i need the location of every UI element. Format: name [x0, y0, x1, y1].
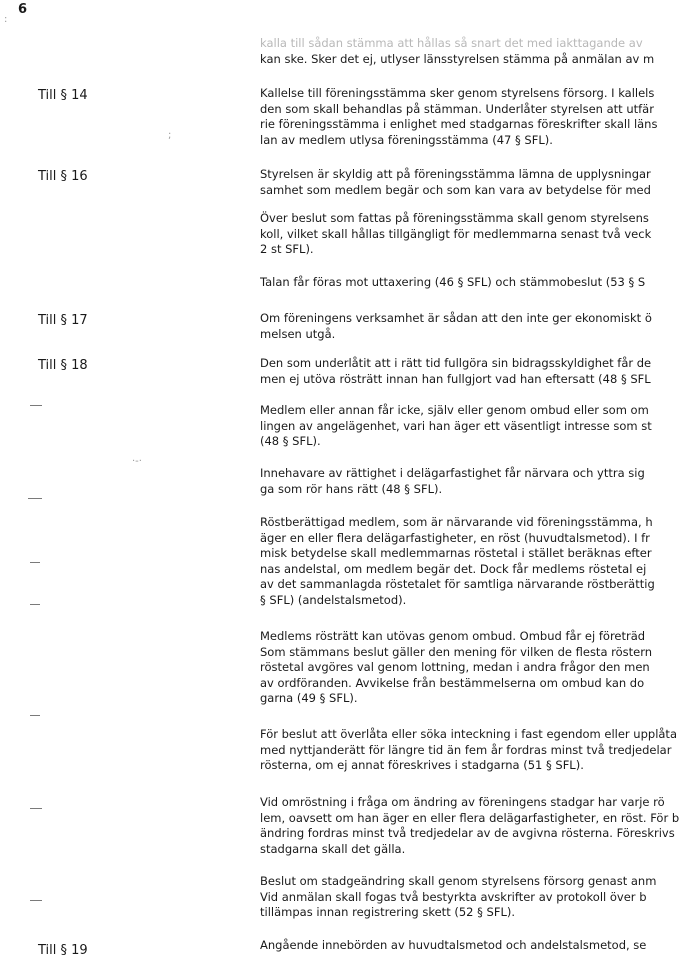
margin-label-section-14: Till § 14 [38, 88, 88, 103]
paragraph-rostratt [260, 515, 680, 608]
text-line: men ej utöva rösträtt innan han fullgjort vad han eftersatt (48 § SFL [260, 371, 651, 386]
text-line: § SFL) (andelstalsmetod). [260, 592, 407, 607]
text-line: samhet som medlem begär och som kan vara av betydelse för med [260, 182, 651, 197]
paragraph-upplysningar [260, 167, 680, 198]
margin-label-section-18: Till § 18 [38, 358, 88, 373]
paragraph-registrering [260, 874, 680, 921]
scan-mark [30, 900, 42, 901]
text-line: ga som rör hans rätt (48 § SFL). [260, 481, 443, 496]
scan-mark [30, 562, 40, 563]
paragraph-huvudtalsmetod [260, 938, 680, 954]
text-line: lan av medlem utlysa föreningsstämma (47 § SFL). [260, 132, 553, 147]
text-line: Över beslut som fattas på föreningsstämma skall genom styrelsens [260, 211, 649, 225]
text-line: lem, oavsett om han äger en eller flera delägarfastigheter, en röst. För b [260, 810, 680, 825]
text-line: Som stämmans beslut gäller den mening för vilken de flesta röstern [260, 644, 653, 659]
text-line: Styrelsen är skyldig att på föreningsstämma lämna de upplysningar [260, 167, 651, 181]
scan-mark [28, 498, 42, 499]
scan-mark [30, 405, 42, 406]
text-line: Kallelse till föreningsstämma sker genom styrelsens försorg. I kallels [260, 86, 655, 100]
text-line: 2 st SFL). [260, 242, 314, 256]
paragraph-talan [260, 275, 680, 291]
paragraph-ombud [260, 629, 680, 707]
paragraph-kallelse [260, 86, 680, 148]
text-line: misk betydelse skall medlemmarnas röstetal i stället beräknas efter [260, 546, 652, 560]
paragraph-protokoll [260, 211, 680, 258]
scan-mark [30, 808, 42, 809]
text-line: rie föreningsstämma i enlighet med stadgarnas föreskrifter skall läns [260, 117, 658, 131]
scan-mark [30, 604, 40, 605]
text-line: med nyttjanderätt för längre tid än fem år fordras minst två tredjedelar [260, 742, 672, 757]
text-line: Innehavare av rättighet i delägarfastighet får närvara och yttra sig [260, 466, 645, 480]
text-line: Om föreningens verksamhet är sådan att den inte ger ekonomiskt ö [260, 311, 652, 325]
text-line: Beslut om stadgeändring skall genom styrelsens försorg genast anm [260, 874, 657, 888]
text-line: äger en eller flera delägarfastigheter, en röst (huvudtalsmetod). I fr [260, 530, 650, 545]
text-line: av det sammanlagda röstetalet för samtliga närvarande röstberättig [260, 577, 655, 591]
scan-mark: : [4, 14, 8, 25]
text-line: melsen utgå. [260, 326, 336, 341]
text-line: rösterna, om ej annat föreskrives i stadgarna (51 § SFL). [260, 758, 584, 772]
paragraph-stadgeandring [260, 795, 680, 857]
text-line: tillämpas innan registrering skett (52 § SFL). [260, 905, 515, 919]
text-line: garna (49 § SFL). [260, 691, 358, 705]
paragraph-fast-egendom [260, 727, 680, 774]
text-line: (48 § SFL). [260, 434, 321, 448]
paragraph-stamma-utlysning [260, 36, 680, 67]
text-line: lingen av angelägenhet, vari han äger ett väsentligt intresse som st [260, 418, 652, 433]
text-line: Angående innebörden av huvudtalsmetod och andelstalsmetod, se [260, 938, 647, 952]
text-line: Den som underlåtit att i rätt tid fullgöra sin bidragsskyldighet får de [260, 356, 652, 370]
paragraph-rattighetshavare [260, 466, 680, 497]
scan-mark: ; [168, 130, 172, 141]
text-line: kalla till sådan stämma att hållas så snart det med iakttagande av [260, 36, 643, 50]
paragraph-jav [260, 403, 680, 450]
page-number: 6 [18, 2, 28, 17]
text-line: den som skall behandlas på stämman. Underlåter styrelsen att utfär [260, 101, 654, 116]
text-line: Medlems rösträtt kan utövas genom ombud. Ombud får ej företräd [260, 629, 646, 643]
text-line: Talan får föras mot uttaxering (46 § SFL) och stämmobeslut (53 § S [260, 275, 646, 289]
text-line: ändring fordras minst två tredjedelar av de avgivna rösterna. Föreskrivs [260, 826, 675, 840]
margin-label-section-17: Till § 17 [38, 313, 88, 328]
text-line: Röstberättigad medlem, som är närvarande vid föreningsstämma, h [260, 515, 653, 529]
text-line: Vid anmälan skall fogas två bestyrkta avskrifter av protokoll över b [260, 889, 647, 904]
margin-label-section-19: Till § 19 [38, 943, 88, 958]
scan-mark: ·-· [132, 456, 142, 467]
text-line: stadgarna skall det gälla. [260, 841, 406, 856]
text-line: koll, vilket skall hållas tillgängligt för medlemmarna senast två veck [260, 226, 652, 241]
text-line: Vid omröstning i fråga om ändring av föreningens stadgar har varje rö [260, 795, 665, 809]
text-line: För beslut att överlåta eller söka inteckning i fast egendom eller upplåta [260, 727, 677, 741]
paragraph-bidragsskyldighet [260, 356, 680, 387]
text-line: kan ske. Sker det ej, utlyser länsstyrelsen stämma på anmälan av m [260, 51, 655, 66]
paragraph-verksamhet [260, 311, 680, 342]
text-line: röstetal avgöres val genom lottning, medan i andra frågor den men [260, 660, 650, 674]
text-line: av ordföranden. Avvikelse från bestämmelserna om ombud kan do [260, 675, 645, 690]
text-line: nas andelstal, om medlem begär det. Dock får medlems röstetal ej [260, 561, 647, 576]
scan-mark [30, 715, 40, 716]
margin-label-section-16: Till § 16 [38, 169, 88, 184]
text-line: Medlem eller annan får icke, själv eller genom ombud eller som om [260, 403, 649, 417]
